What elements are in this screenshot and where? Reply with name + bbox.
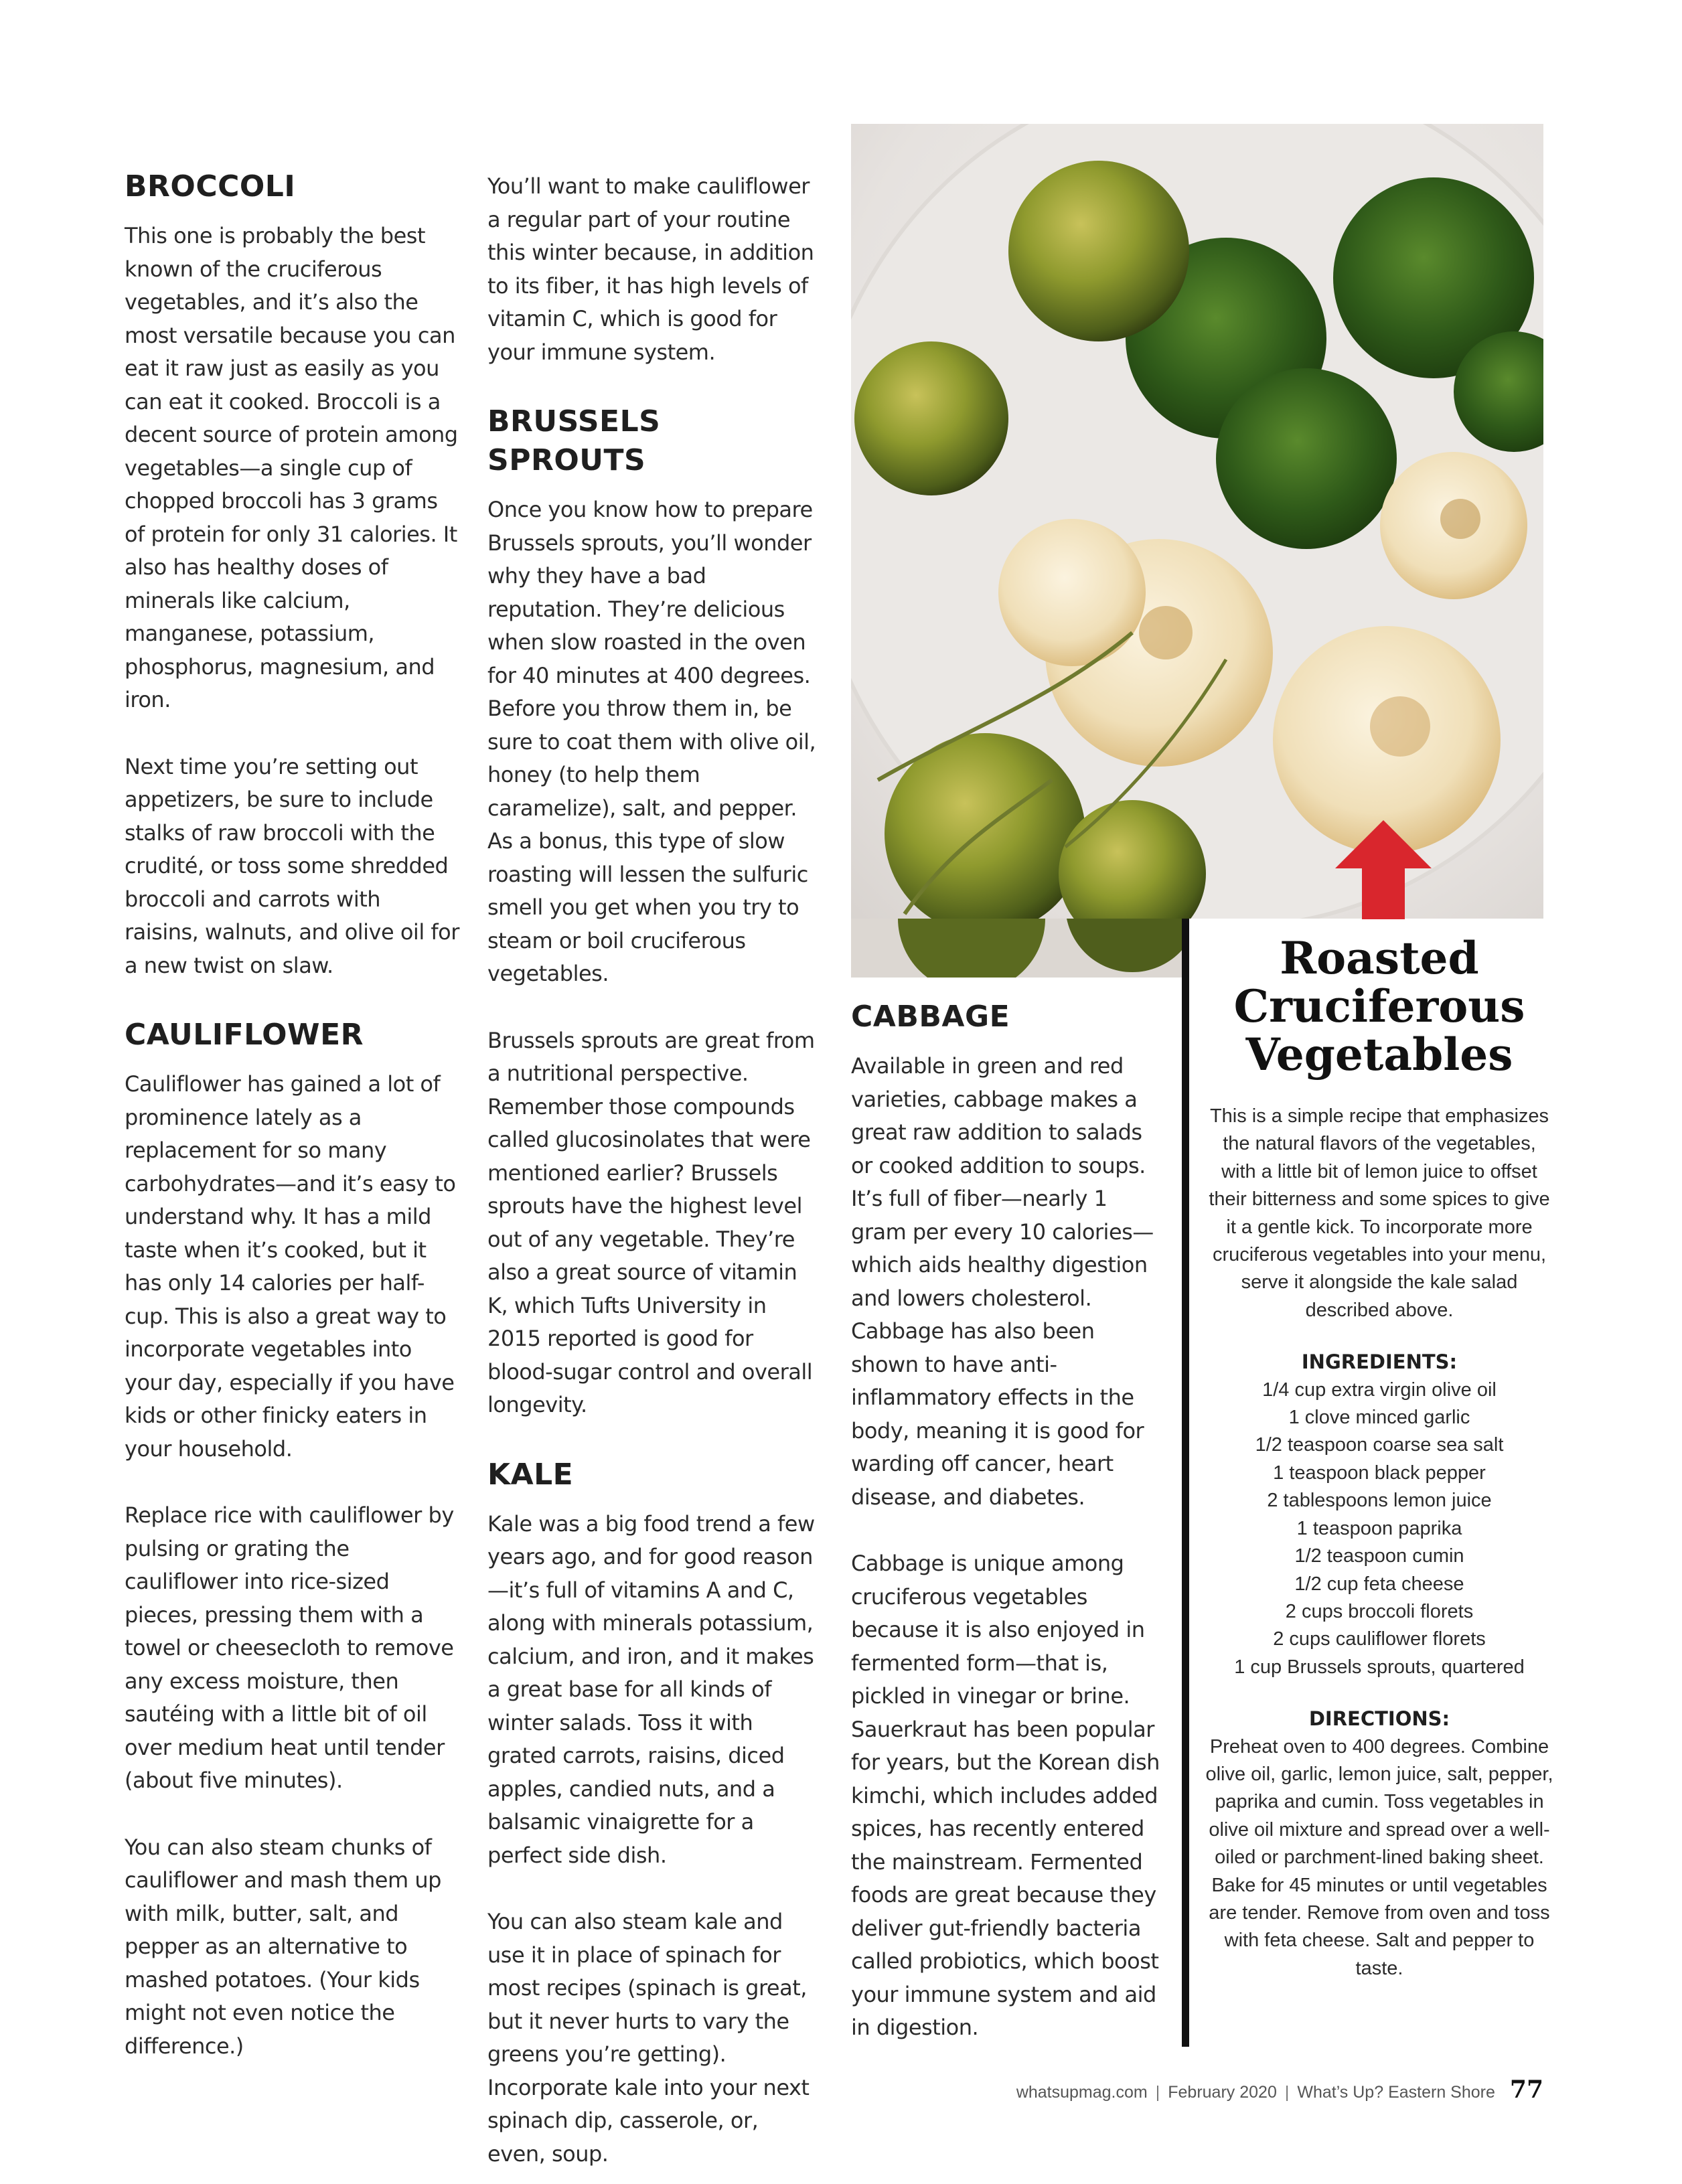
broccoli-paragraph-2: Next time you’re setting out appetizers, be sure to include stalks of raw broccoli with the crudité, or toss some shredded broccoli and carrots with raisins, walnuts, and olive oil for a new twist on slaw. (125, 753, 459, 978)
roasted-spot (1440, 499, 1480, 539)
cauliflower-paragraph-1: Cauliflower has gained a lot of prominence lately as a replacement for so many carbohydrates—and it’s easy to understand why. It has a mild taste when it’s cooked, but it has only 14 calories per half-cup. This is also a great way to incorporate vegetables into your day, especially if you have kids or other finicky eaters in your household. (125, 1071, 456, 1462)
cauliflower-heading: CAULIFLOWER (125, 1018, 364, 1052)
brussels-sprout (854, 341, 1008, 495)
ingredient-item: 1 clove minced garlic (1288, 1407, 1470, 1429)
ingredient-item: 2 cups cauliflower florets (1273, 1628, 1486, 1650)
broccoli-heading: BROCCOLI (125, 169, 296, 204)
recipe-title-line: Cruciferous (1233, 980, 1525, 1032)
recipe-divider-rule (1182, 919, 1189, 2047)
brussels-sprouts-paragraph-2: Brussels sprouts are great from a nutritional perspective. Remember those compounds called glucosinolates that were mentioned earlier? Brussels sprouts have the highest level out of any vegetable. They’re also a great source of vitamin K, which Tufts University in 2015 reported is good for blood-sugar control and overall longevity. (487, 1027, 815, 1417)
directions-label: DIRECTIONS: (1308, 1707, 1450, 1731)
brussels-sprouts-heading: BRUSSELS SPROUTS (487, 404, 661, 477)
kale-heading: KALE (487, 1457, 574, 1492)
ingredient-item: 1/2 cup feta cheese (1294, 1573, 1464, 1595)
ingredient-item: 1 teaspoon black pepper (1273, 1462, 1486, 1484)
footer-site-link[interactable]: whatsupmag.com (1016, 2083, 1148, 2102)
broccoli-paragraph-1: This one is probably the best known of the cruciferous vegetables, and it’s also the most versatile because you can eat it raw just as easily as you can eat it cooked. Broccoli is a decent source of protein among vegetables—a single cup of chopped broccoli has 3 grams of protein for only 31 calories. It also has healthy doses of minerals like calcium, manganese, potassium, phosphorus, magnesium, and iron. (125, 223, 458, 712)
page-number: 77 (1509, 2076, 1543, 2104)
ingredients-list (1205, 1377, 1553, 1681)
roasted-vegetables-photo (851, 124, 1543, 919)
ingredient-item: 2 cups broccoli florets (1285, 1600, 1474, 1622)
ingredient-item: 1/2 teaspoon coarse sea salt (1255, 1434, 1504, 1456)
recipe-intro: This is a simple recipe that emphasizes the natural flavors of the vegetables, with a little bit of lemon juice to offset their bitterness and some spices to give it a gentle kick. To incorporate more cruciferous vegetables into your menu, serve it alongside the kale salad described above. (1209, 1105, 1550, 1321)
cabbage-paragraph-2: Cabbage is unique among cruciferous vegetables because it is also enjoyed in fermented form—that is, pickled in vinegar or brine. Sauerkraut has been popular for years, but the Korean dish kimchi, which includes added spices, has recently entered the mainstream. Fermented foods are great because they deliver gut-friendly bacteria called probiotics, which boost your immune system and aid in digestion. (851, 1551, 1160, 2040)
recipe-sidebar (1205, 934, 1553, 1982)
footer-separator: | (1155, 2083, 1160, 2102)
cabbage-heading: CABBAGE (851, 1000, 1010, 1034)
column-3 (851, 998, 1166, 2045)
brussels-sprout (1008, 161, 1189, 341)
footer-date: February 2020 (1168, 2083, 1277, 2102)
recipe-title (1205, 934, 1553, 1079)
page-footer (1016, 2076, 1543, 2116)
column-1 (125, 167, 459, 2063)
ingredient-item: 1/4 cup extra virgin olive oil (1262, 1379, 1497, 1401)
brussels-sprouts-paragraph-1: Once you know how to prepare Brussels sprouts, you’ll wonder why they have a bad reputation. They’re delicious when slow roasted in the oven for 40 minutes at 400 degrees. Before you throw them in, be sure to coat them with olive oil, honey (to help them caramelize), salt, and pepper. As a bonus, this type of slow roasting will lessen the sulfuric smell you get when you try to steam or boil cruciferous vegetables. (487, 497, 816, 986)
ingredient-item: 2 tablespoons lemon juice (1267, 1490, 1492, 1512)
directions-text: Preheat oven to 400 degrees. Combine olive oil, garlic, lemon juice, salt, pepper, paprika and cumin. Toss vegetables in olive oil mixture and spread over a well-oiled or parchment-lined baking sheet. Bake for 45 minutes or until vegetables are tender. Remove from oven and toss with feta cheese. Salt and pepper to taste. (1205, 1735, 1553, 1979)
cabbage-paragraph-1: Available in green and red varieties, cabbage makes a great raw addition to salads or cooked addition to soups. It’s full of fiber—nearly 1 gram per every 10 calories—which aids healthy digestion and lowers cholesterol. Cabbage has also been shown to have anti-inflammatory effects in the body, meaning it is good for warding off cancer, heart disease, and diabetes. (851, 1053, 1154, 1510)
footer-publication: What’s Up? Eastern Shore (1297, 2083, 1495, 2102)
cauliflower-paragraph-3: You can also steam chunks of cauliflower and mash them up with milk, butter, salt, and pepper as an alternative to mashed potatoes. (Your kids might not even notice the difference.) (125, 1834, 441, 2059)
cauliflower-floret (998, 519, 1146, 666)
ingredients-label: INGREDIENTS: (1301, 1350, 1458, 1374)
kale-paragraph-2: You can also steam kale and use it in place of spinach for most recipes (spinach is great, but it never hurts to vary the greens you’re getting). Incorporate kale into your next spinach dip, casserole, or, even, soup. (487, 1909, 810, 2167)
roasted-spot (1370, 696, 1430, 757)
ingredient-item: 1 cup Brussels sprouts, quartered (1234, 1656, 1525, 1678)
broccoli-floret (1216, 368, 1397, 549)
photo-bottom-extension (851, 919, 1186, 978)
roasted-spot (1139, 606, 1193, 659)
cauliflower-paragraph-2: Replace rice with cauliflower by pulsing or grating the cauliflower into rice-sized pieces, pressing them with a towel or cheesecloth to remove any excess moisture, then sautéing with a little bit of oil over medium heat until tender (about five minutes). (125, 1502, 454, 1793)
red-up-arrow-icon (1335, 820, 1432, 919)
footer-separator: | (1284, 2083, 1290, 2102)
ingredient-item: 1/2 teaspoon cumin (1294, 1545, 1464, 1567)
column-2 (487, 170, 822, 2171)
recipe-title-line: Roasted (1280, 932, 1479, 984)
cauliflower-paragraph-4: You’ll want to make cauliflower a regular part of your routine this winter because, in addition to its fiber, it has high levels of vitamin C, which is good for your immune system. (487, 173, 814, 365)
ingredient-item: 1 teaspoon paprika (1296, 1517, 1462, 1539)
recipe-title-line: Vegetables (1245, 1028, 1513, 1081)
kale-paragraph-1: Kale was a big food trend a few years ago, and for good reason—it’s full of vitamins A and C, along with minerals potassium, calcium, and iron, and it makes a great base for all kinds of winter salads. Toss it with grated carrots, raisins, diced apples, candied nuts, and a balsamic vinaigrette for a perfect side dish. (487, 1510, 815, 1868)
